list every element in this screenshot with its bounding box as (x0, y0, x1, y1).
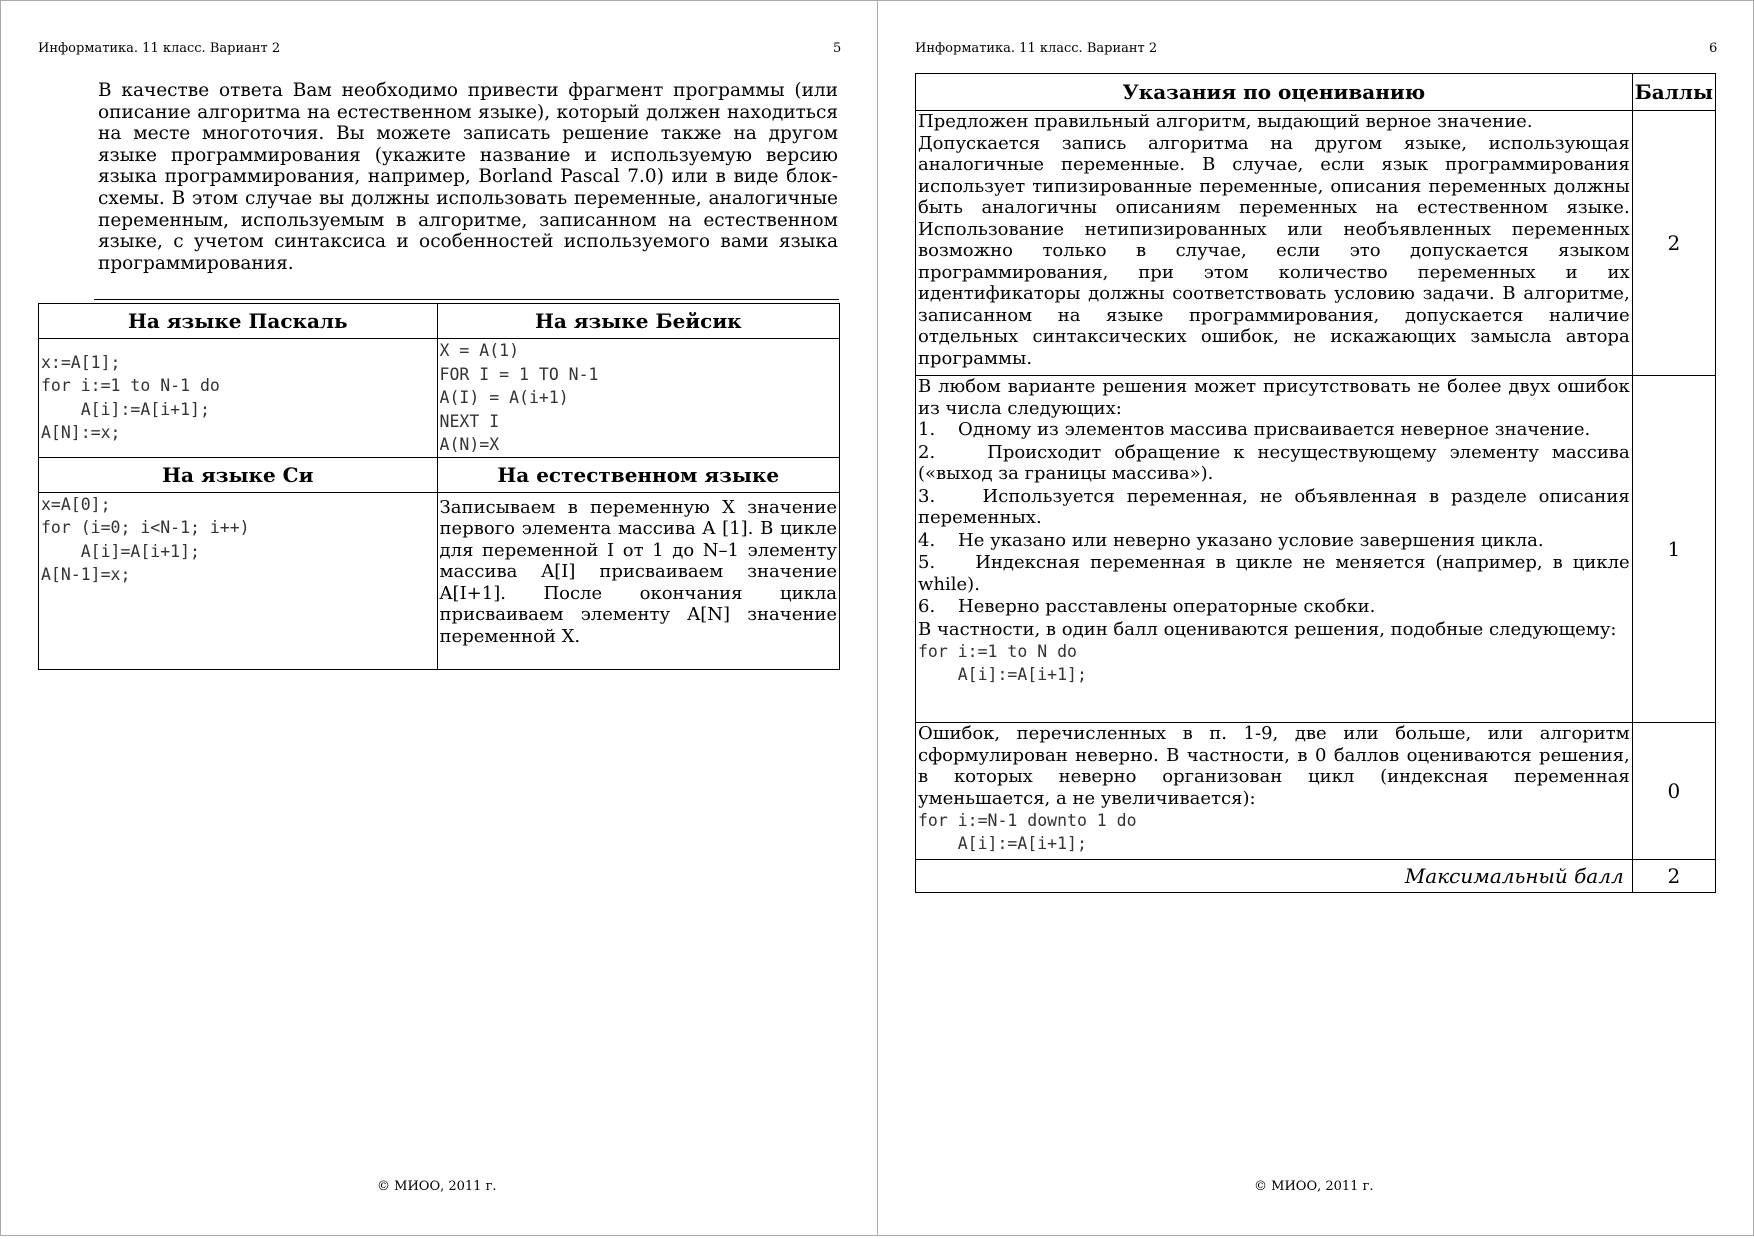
page-6 (877, 0, 1754, 1236)
page-number: 6 (1709, 41, 1718, 56)
score-2: 2 (1632, 111, 1715, 376)
criteria-0pts-text: Ошибок, перечисленных в п. 1-9, две или больше, или алгоритм сформулирован неверно. В частности, в 0 баллов оцениваются решения, в которых неверно организован цикл (индексная переменная уменьшается, а не увеличивается): (918, 723, 1630, 809)
criteria-1pt-intro: В любом варианте решения может присутствовать не более двух ошибок из числа следующих: (918, 376, 1630, 419)
page-footer: © МИОО, 2011 г. (1254, 1179, 1374, 1194)
example-code-0pts: for i:=N-1 downto 1 do A[i]:=A[i+1]; (918, 811, 1137, 853)
example-code-1pt: for i:=1 to N do A[i]:=A[i+1]; (918, 642, 1087, 684)
separator-line (94, 299, 839, 300)
natural-header: На естественном языке (437, 457, 839, 492)
page-5 (0, 0, 878, 1236)
grading-table (915, 73, 1716, 893)
pascal-cell (39, 339, 438, 458)
basic-cell (437, 339, 839, 458)
error-item: 2. Происходит обращение к несуществующему элементу массива («выход за границы массива»). (918, 441, 1630, 484)
answer-instructions: В качестве ответа Вам необходимо привести фрагмент программы (или описание алгоритма на естественном языке), который должен находиться на месте многоточия. Вы можете записать решение также на другом языке программирования (укажите название и используемую версию языка программирования, например, Borland Pascal 7.0) или в виде блок-схемы. В этом случае вы должны использовать переменные, аналогичные переменным, используемым в алгоритме, записанном на естественном языке, с учетом синтаксиса и особенностей используемого вами языка программирования. (98, 80, 838, 274)
criteria-header: Указания по оцениванию (916, 74, 1633, 111)
criteria-row-2pts (916, 111, 1633, 376)
error-item: 4. Не указано или неверно указано условие завершения цикла. (918, 529, 1544, 551)
error-item: 3. Используется переменная, не объявленная в разделе описания переменных. (918, 485, 1630, 528)
criteria-row-0pts (916, 723, 1633, 860)
error-item: 1. Одному из элементов массива присваивается неверное значение. (918, 419, 1591, 440)
page-footer: © МИОО, 2011 г. (377, 1179, 497, 1194)
pascal-code: x:=A[1]; for i:=1 to N-1 do A[i]:=A[i+1]; A[N]:=x; (41, 352, 220, 443)
c-header: На языке Си (39, 457, 438, 492)
points-header: Баллы (1632, 74, 1715, 111)
criteria-2pts-details: Допускается запись алгоритма на другом языке, использующая аналогичные переменные. В случае, если язык программирования использует типизированные переменные, описания переменных должны быть аналогичны описаниям переменных на естественном языке. Использование нетипизированных или необъявленных переменных возможно только в случае, если это допускается языком программирования, при этом количество переменных и их идентификаторы должны соответствовать условию задачи. В алгоритме, записанном на языке программирования, допускается наличие отдельных синтаксических ошибок, не искажающих замысла автора программы. (918, 132, 1630, 369)
criteria-1pt-outro: В частности, в один балл оцениваются решения, подобные следующему: (918, 618, 1617, 640)
natural-language-cell: Записываем в переменную X значение первого элемента массива A [1]. В цикле для переменной I от 1 до N–1 элементу массива A[I] присваиваем значение A[I+1]. После окончания цикла присваиваем элементу A[N] значение переменной X. (437, 492, 839, 669)
error-list (918, 419, 1630, 618)
page-number: 5 (833, 41, 842, 56)
criteria-2pts-summary: Предложен правильный алгоритм, выдающий верное значение. (918, 111, 1533, 132)
max-score-label: Максимальный балл (916, 860, 1633, 893)
pascal-header: На языке Паскаль (39, 304, 438, 339)
page-header-title: Информатика. 11 класс. Вариант 2 (38, 41, 281, 56)
criteria-row-1pt (916, 376, 1633, 723)
basic-code: X = A(1) FOR I = 1 TO N-1 A(I) = A(i+1) NEXT I A(N)=X (439, 341, 599, 454)
score-0: 0 (1632, 723, 1715, 860)
c-code: x=A[0]; for (i=0; i<N-1; i++) A[i]=A[i+1]; A[N-1]=x; (41, 494, 250, 584)
c-cell (39, 492, 438, 669)
solution-table (38, 303, 840, 670)
error-item: 5. Индексная переменная в цикле не меняется (например, в цикле while). (918, 552, 1630, 595)
page-header-title: Информатика. 11 класс. Вариант 2 (915, 41, 1158, 56)
basic-header: На языке Бейсик (437, 304, 839, 339)
error-item: 6. Неверно расставлены операторные скобки. (918, 596, 1376, 617)
max-score-value: 2 (1632, 860, 1715, 893)
score-1: 1 (1632, 376, 1715, 723)
